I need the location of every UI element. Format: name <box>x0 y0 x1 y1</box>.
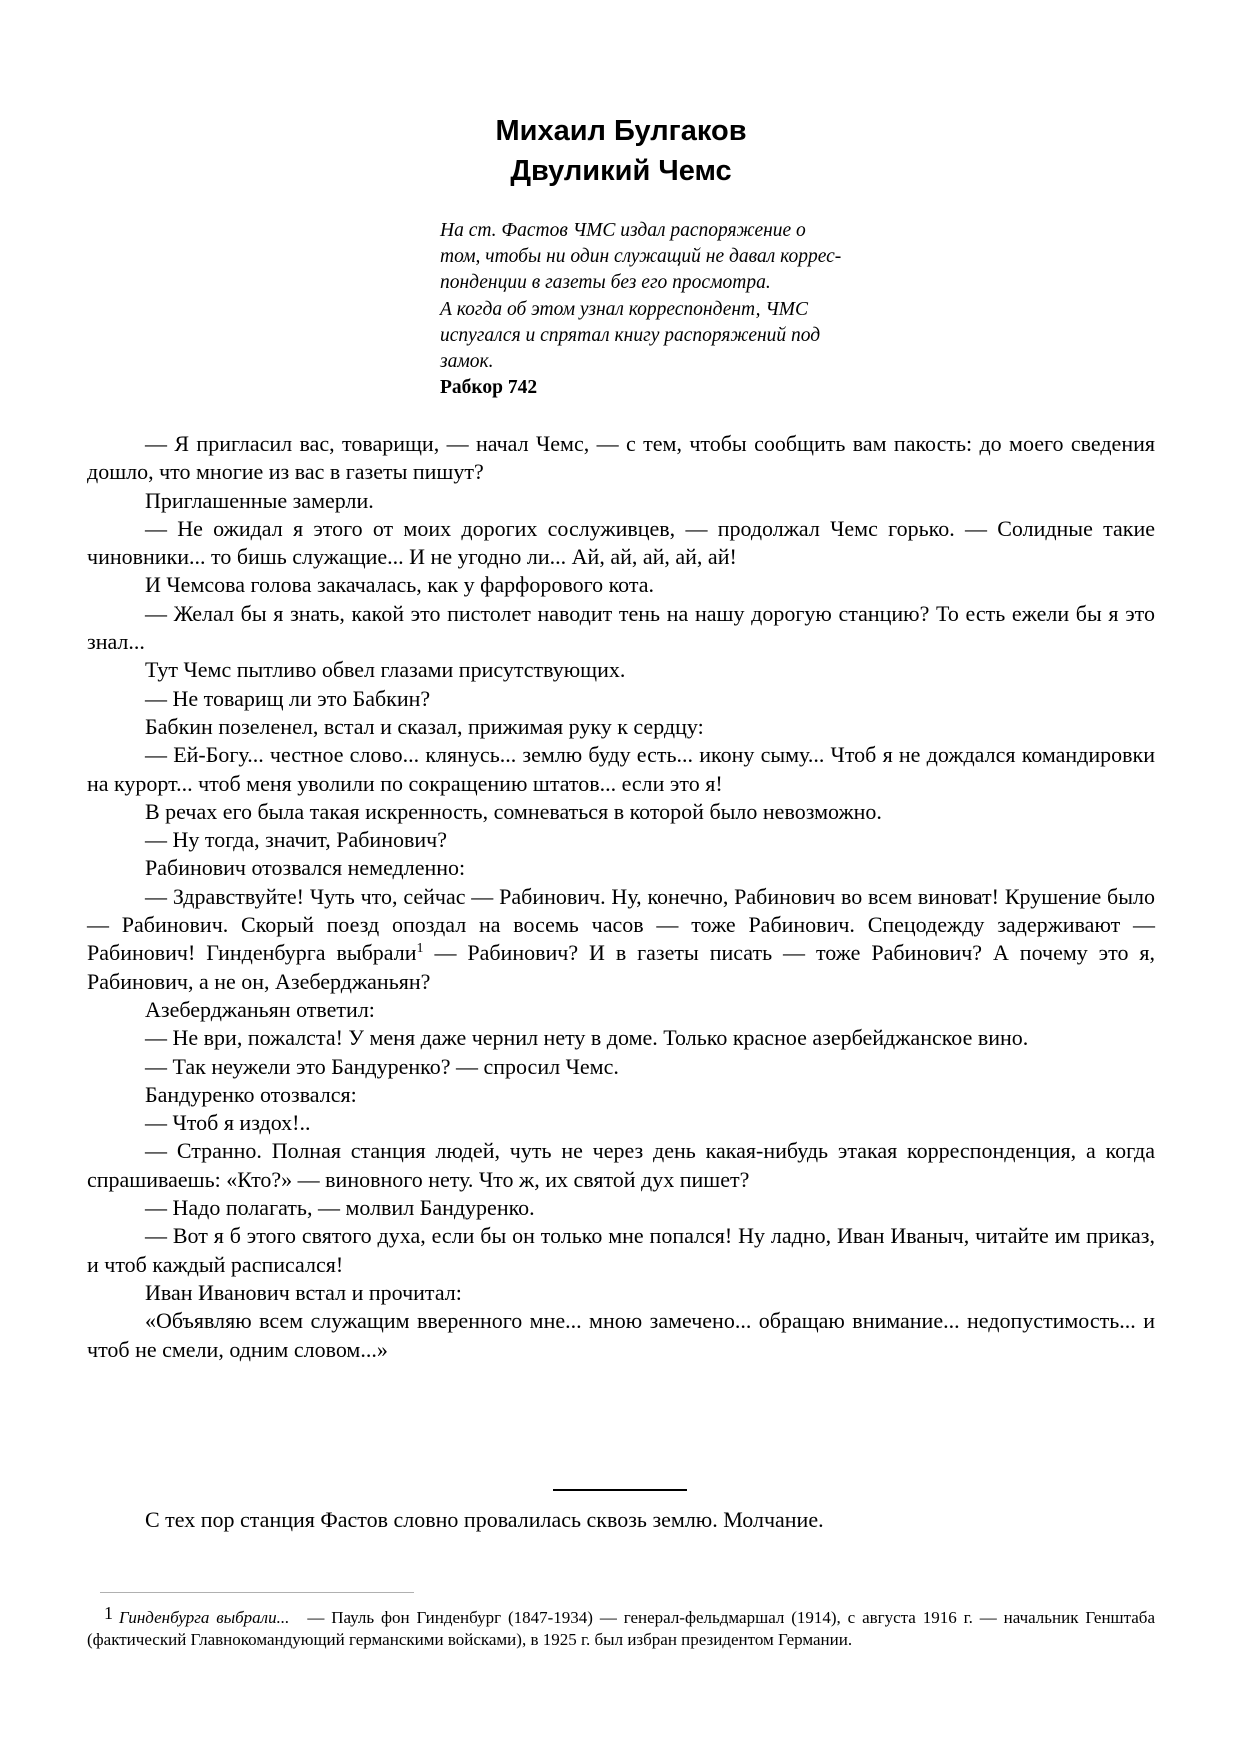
paragraph: В речах его была такая искренность, сомневаться в которой было невозможно. <box>145 798 882 824</box>
paragraph: Тут Чемс пытливо обвел глазами присутствующих. <box>145 657 626 683</box>
paragraph: — Надо полагать, — молвил Бандуренко. <box>145 1195 535 1221</box>
epigraph-line: испугался и спрятал книгу распоряжений под <box>440 324 821 346</box>
story-body <box>87 430 1155 1364</box>
paragraph: И Чемсова голова закачалась, как у фарфорового кота. <box>145 572 655 598</box>
epigraph-line: На ст. Фастов ЧМС издал распоряжение о <box>440 220 806 241</box>
paragraph: Иван Иванович встал и прочитал: <box>145 1279 462 1305</box>
paragraph: — Я пригласил вас, товарищи, — начал Чемс, — с тем, чтобы сообщить вам пакость: до моего сведения дошло, что многие из вас в газеты пишут? <box>87 431 1155 485</box>
paragraph: — Так неужели это Бандуренко? — спросил Чемс. <box>145 1053 619 1079</box>
paragraph: «Объявляю всем служащим вверенного мне... мною замечено... обращаю внимание... недопустимость... и чтоб не смели, одним словом...» <box>87 1308 1155 1362</box>
paragraph: — Не товарищ ли это Бабкин? <box>145 685 431 711</box>
paragraph: Бабкин позеленел, встал и сказал, прижимая руку к сердцу: <box>145 713 704 739</box>
paragraph: — Вот я б этого святого духа, если бы он только мне попался! Ну ладно, Иван Иваныч, читайте им приказ, и чтоб каждый расписался! <box>87 1223 1155 1277</box>
epigraph-line: замок. <box>440 351 494 373</box>
footnote-divider <box>100 1592 414 1593</box>
closing-paragraph: С тех пор станция Фастов словно провалилась сквозь землю. Молчание. <box>145 1507 824 1532</box>
paragraph: — Не ври, пожалста! У меня даже чернил нету в доме. Только красное азербейджанское вино. <box>145 1025 1029 1051</box>
footnote-text: — Пауль фон Гинденбург (1847-1934) — генерал-фельдмаршал (1914), с августа 1916 г. — начальник Генштаба (фактический Главнокомандующий германскими войсками), в 1925 г. был избран президентом Германии. <box>87 1608 1156 1649</box>
paragraph-rabinovich <box>87 883 1155 996</box>
epigraph <box>440 218 940 375</box>
paragraph-text: — Рабинович? И в газеты писать — тоже Рабинович? А почему это я, Рабинович, а не он, Азеберджаньян? <box>87 940 1155 994</box>
paragraph: Приглашенные замерли. <box>145 487 374 513</box>
paragraph: — Ей-Богу... честное слово... клянусь... землю буду есть... икону сыму... Чтоб я не дождался командировки на курорт... чтоб меня уволили по сокращению штатов... если это я! <box>87 742 1155 796</box>
paragraph: — Ну тогда, значит, Рабинович? <box>145 827 447 853</box>
author-name: Михаил Булгаков <box>495 115 747 147</box>
footnote-lead: Гинденбурга выбрали... <box>119 1608 290 1627</box>
epigraph-line: понденции в газеты без его просмотра. <box>440 272 771 294</box>
epigraph-source: Рабкор 742 <box>440 377 538 398</box>
story-title: Двуликий Чемс <box>510 155 732 187</box>
epigraph-line: том, чтобы ни один служащий не давал коррес- <box>440 246 842 268</box>
paragraph: — Чтоб я издох!.. <box>145 1110 311 1136</box>
paragraph: — Не ожидал я этого от моих дорогих сослуживцев, — продолжал Чемс горько. — Солидные такие чиновники... то бишь служащие... И не угодно ли... Ай, ай, ай, ай, ай! <box>87 515 1155 570</box>
footnote <box>87 1602 1155 1651</box>
footnote-mark: 1 <box>104 1603 113 1623</box>
paragraph: — Странно. Полная станция людей, чуть не через день какая-нибудь этакая корреспонденция, а когда спрашиваешь: «Кто?» — виновного нету. Что ж, их святой дух пишет? <box>87 1138 1155 1192</box>
paragraph: Азеберджаньян ответил: <box>145 996 375 1022</box>
paragraph: Рабинович отозвался немедленно: <box>145 855 466 881</box>
footnote-reference[interactable]: 1 <box>416 941 424 957</box>
epigraph-line: А когда об этом узнал корреспондент, ЧМС <box>440 298 809 320</box>
paragraph-text: — Здравствуйте! Чуть что, сейчас — Рабинович. Ну, конечно, Рабинович во всем виноват! Крушение было — Рабинович. Скорый поезд опоздал на восемь часов — тоже Рабинович. Спецодежду задерживают — Рабинович! Гинденбурга выбрали <box>87 883 1155 966</box>
paragraph: — Желал бы я знать, какой это пистолет наводит тень на нашу дорогую станцию? То есть ежели бы я это знал... <box>87 600 1155 655</box>
section-divider <box>553 1489 687 1491</box>
paragraph: Бандуренко отозвался: <box>145 1081 357 1107</box>
